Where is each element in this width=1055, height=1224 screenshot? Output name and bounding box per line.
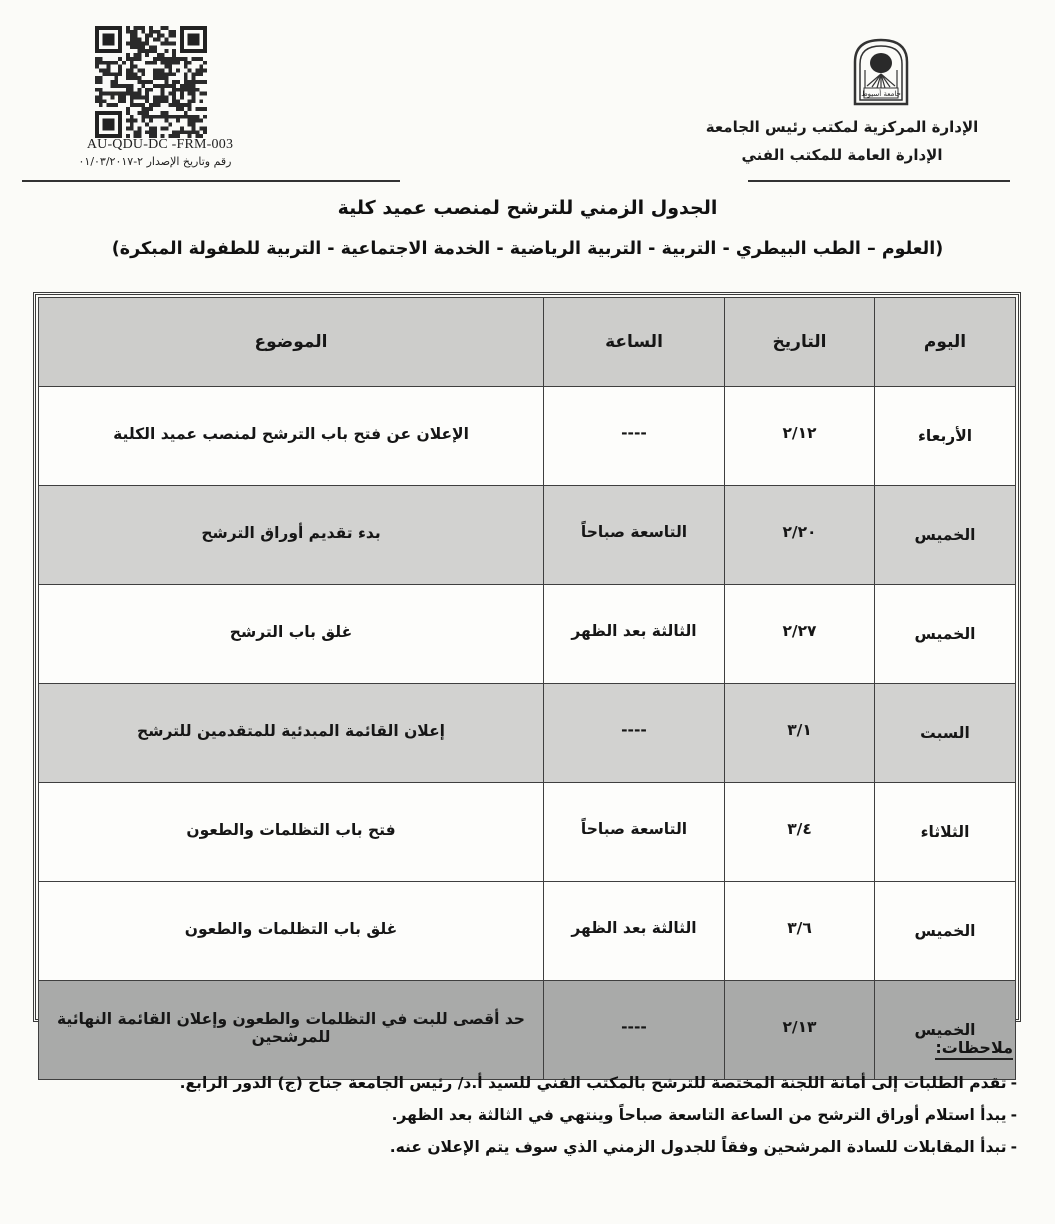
cell-day: الأربعاء xyxy=(875,387,1016,486)
cell-time: الثالثة بعد الظهر xyxy=(544,882,725,981)
cell-date: ٣/١ xyxy=(725,684,875,783)
document-code: AU-QDU-DC -FRM-003 xyxy=(86,137,234,152)
header-divider-left xyxy=(22,180,400,182)
university-logo xyxy=(837,36,925,106)
table-row xyxy=(39,486,1016,585)
issue-number-date: رقم وتاريخ الإصدار ٢-٠١/٠٣/٢٠١٧ xyxy=(78,155,232,168)
header-divider-right xyxy=(748,180,1010,182)
org-name-line1: الإدارة المركزية لمكتب رئيس الجامعة xyxy=(705,118,979,136)
cell-date: ٣/٤ xyxy=(725,783,875,882)
cell-time: ---- xyxy=(544,684,725,783)
note-item xyxy=(17,1138,1017,1156)
table-row xyxy=(39,783,1016,882)
document-title: الجدول الزمني للترشح لمنصب عميد كلية xyxy=(337,197,718,219)
org-name-line2: الإدارة العامة للمكتب الفني xyxy=(741,146,943,164)
note-item xyxy=(17,1106,1017,1124)
cell-time: ---- xyxy=(544,981,725,1080)
note-bullet: - xyxy=(1010,1138,1017,1156)
header-topic: الموضوع xyxy=(39,298,544,387)
logo-text: جامعة أسيوط xyxy=(861,90,901,98)
cell-time: الثالثة بعد الظهر xyxy=(544,585,725,684)
cell-time: التاسعة صباحاً xyxy=(544,783,725,882)
cell-topic: فتح باب التظلمات والطعون xyxy=(39,783,544,882)
header-date: التاريخ xyxy=(725,298,875,387)
cell-topic: إعلان القائمة المبدئية للمتقدمين للترشح xyxy=(39,684,544,783)
notes-title: ملاحظات: xyxy=(935,1038,1013,1060)
header-time: الساعة xyxy=(544,298,725,387)
cell-topic: غلق باب الترشح xyxy=(39,585,544,684)
cell-topic: بدء تقديم أوراق الترشح xyxy=(39,486,544,585)
cell-date: ٢/١٣ xyxy=(725,981,875,1080)
cell-day: الخميس xyxy=(875,585,1016,684)
header-day: اليوم xyxy=(875,298,1016,387)
qr-code-icon xyxy=(92,26,210,138)
cell-topic: الإعلان عن فتح باب الترشح لمنصب عميد الكلية xyxy=(39,387,544,486)
cell-day: السبت xyxy=(875,684,1016,783)
table-row xyxy=(39,684,1016,783)
schedule-table xyxy=(38,297,1016,1080)
cell-date: ٣/٦ xyxy=(725,882,875,981)
notes-section xyxy=(17,1038,1017,1156)
cell-date: ٢/٢٧ xyxy=(725,585,875,684)
note-text: يبدأ استلام أوراق الترشح من الساعة التاسعة صباحاً وينتهي في الثالثة بعد الظهر. xyxy=(391,1106,1007,1124)
cell-time: ---- xyxy=(544,387,725,486)
cell-date: ٢/١٢ xyxy=(725,387,875,486)
document-subtitle: (العلوم – الطب البيطري - التربية - التربية الرياضية - الخدمة الاجتماعية - التربية للطفولة المبكرة) xyxy=(111,239,944,259)
table-row xyxy=(39,882,1016,981)
cell-date: ٢/٢٠ xyxy=(725,486,875,585)
note-text: تبدأ المقابلات للسادة المرشحين وفقاً للجدول الزمني الذي سوف يتم الإعلان عنه. xyxy=(389,1138,1007,1156)
cell-day: الخميس xyxy=(875,981,1016,1080)
note-bullet: - xyxy=(1010,1106,1017,1124)
note-item xyxy=(17,1074,1017,1092)
cell-day: الخميس xyxy=(875,486,1016,585)
table-header-row xyxy=(39,298,1016,387)
table-row xyxy=(39,585,1016,684)
note-text: تقدم الطلبات إلى أمانة اللجنة المختصة للترشح بالمكتب الفني للسيد أ.د/ رئيس الجامعة جناح (ج) الدور الرابع. xyxy=(179,1074,1007,1092)
document-header xyxy=(0,0,1055,190)
cell-topic: غلق باب التظلمات والطعون xyxy=(39,882,544,981)
cell-time: التاسعة صباحاً xyxy=(544,486,725,585)
table-row xyxy=(39,387,1016,486)
note-bullet: - xyxy=(1010,1074,1017,1092)
cell-topic: حد أقصى للبت في التظلمات والطعون وإعلان القائمة النهائية للمرشحين xyxy=(39,981,544,1080)
cell-day: الخميس xyxy=(875,882,1016,981)
schedule-table-frame xyxy=(33,292,1021,1046)
cell-day: الثلاثاء xyxy=(875,783,1016,882)
